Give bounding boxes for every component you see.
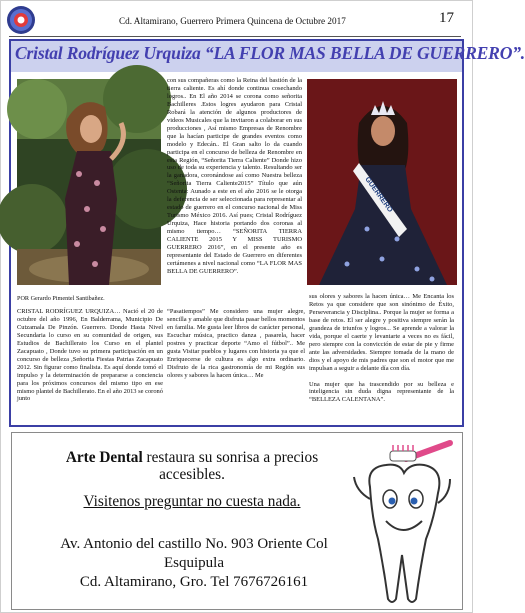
photo-caption: POR Gerardo Pimentel Santibañez. — [17, 295, 105, 302]
ad-address-line-3: Cd. Altamirano, Gro. Tel 7676726161 — [79, 574, 309, 590]
article-column-4 — [309, 293, 454, 404]
article-column-4-text: sus olores y sabores la hacen única… Me Encanta los Retos ya que considere que son sinónimo de Éxito, Perseverancia y Disciplina.. Porque la mujer se forma a base de retos. El ser alegre y positiva siempre serán la grandeza de triunfos y logros... Se aprende a valorar la vida, porque el caerte y levantarte a veces no es fácil, pero siempre con la convicción de estar de pie y firme ante las adversidades. Siempre tomada de la mano de dios y el apoyo de mis padres que son el motor que me impulsan a seguir a delante día con día. — [309, 293, 454, 372]
publication-line: Cd. Altamirano, Guerrero Primera Quincena de Octubre 2017 — [119, 16, 346, 26]
photo-queen-with-crown — [307, 79, 457, 285]
photo-model-in-forest — [17, 79, 161, 285]
ad-headline — [47, 449, 337, 483]
ad-tagline: Visitenos preguntar no cuesta nada. — [83, 493, 301, 510]
article-column-1: CRISTAL RODRÍGUEZ URQUIZA… Nació el 20 de octubre del año 1996, En Balderrama, Municipio De Cutzamala De Pinzón. Guerrero. Donde Hasta Nivel Secundaria lo curso en su comunidad de origen, sus Estudios de Bachillerato los Curso en el plantel Zacapuato , Donde tuvo su primera participación en un concurso de belleza ,Señorita Fiestas Patrias Zacapuato 2012. Sin figurar como finalista. Es aquí donde tomó el impulso y la determinación de prepararse a conciencia para los próximos concursos del mismo tipo en ese mismo plantel de Bachillerato. En el año 2013 se coronó junto — [17, 308, 163, 403]
tooth-mascot-icon — [346, 439, 461, 609]
article-column-2: con sus compañeras como la Reina del bastión de la tierra caliente. Es ahí donde continua cosechando logros.. En El año 2014 se corona como señorita Bachilleres .Estos logres ayudaron para Cristal Robará la atención de algunos productores de videos Musicales que la invitaron a colaborar en sus producciones , Así mismo Empresas de Renombre que la hacían participe de grandes eventos como modelo y Edecán.. El Gran salto lo da cuando participa en el concurso de belleza de Renombre en esta Región, “Señorita Tierra Caliente” Donde hizo uso de toda su experiencia y talento. Resultando ser la ganadora, coronándose así como Nuestra belleza “Señorita Tierra Caliente2015” Título que aún Ostenta: Aunado a este en el año 2016 se le otorga la deferencia de ser seleccionada para representar al estado de guerrero en el concurso nacional de Miss Turismo México 2016. Así pues; Cristal Rodríguez Urquiza, Hace historia portando dos coronas al mismo tiempo… “SEÑORITA TIERRA CALIENTE 2015 Y MISS TURISMO GUERRERO 2016”, en el presente año es representante del Estado de Guerrero en diferentes certámenes a nivel nacional como “LA FLOR MAS BELLA DE GUERRERO”. — [167, 77, 302, 275]
ad-headline-rest: restaura su sonrisa a precios accesibles. — [142, 449, 319, 483]
ad-address — [29, 535, 359, 592]
article-column-3: “Pasatiempos” Me considero una mujer alegre, sencilla y amable que disfruta pasar bellos momentos en familia. Me gusta leer libros de carácter personal, Escuchar música, practico danza , pasarela, hacer postres y practicar deporte “Amo el fútbol”.. Me gusta Visitar pueblos y lugares con historia ya que el Enriquecerse de cultura es algo extra ordinario. Disfruto de la rica gastronomía de mi Región sus olores y sabores la hacen única… Me — [167, 308, 305, 379]
queen-sash-text: GUERRERO — [363, 174, 396, 214]
ad-address-line-2: Esquipula — [164, 555, 224, 571]
newspaper-seal-icon — [6, 5, 36, 35]
article-title: Cristal Rodríguez Urquiza “LA FLOR MAS BELLA DE GUERRERO”. — [15, 43, 525, 63]
page-number: 17 — [439, 10, 454, 26]
header-divider — [9, 36, 461, 37]
ad-address-line-1: Av. Antonio del castillo No. 903 Oriente Col — [60, 536, 328, 552]
article-closing-paragraph: Una mujer que ha trascendido por su belleza e inteligencia sin duda digna representante de la “BELLEZA CALENTANA”. — [309, 380, 454, 404]
ad-brand-name: Arte Dental — [65, 449, 143, 466]
